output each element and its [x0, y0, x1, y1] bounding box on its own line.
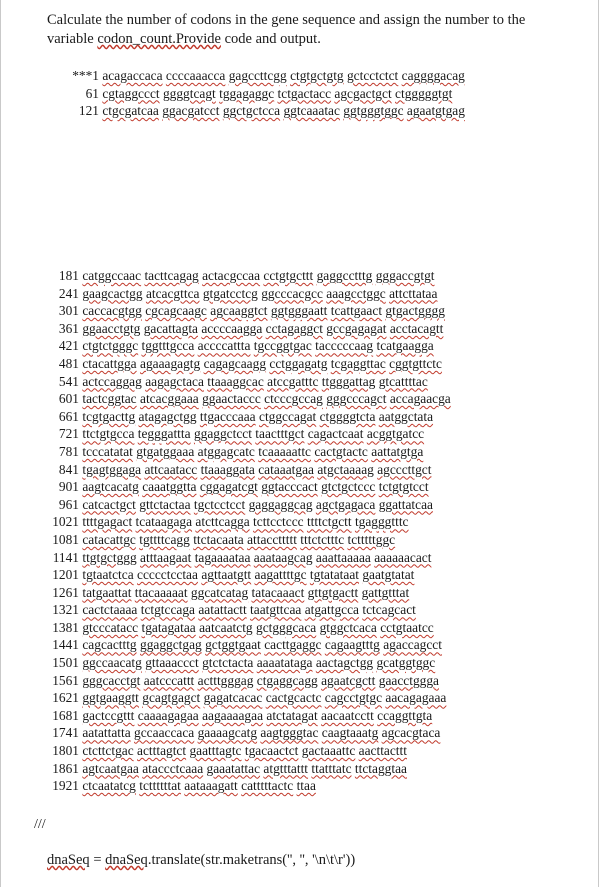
sequence-chunk: attcttataa	[389, 285, 438, 301]
sequence-chunk: ttctgtgcca	[82, 426, 135, 442]
sequence-chunk: tcaaaaattc	[258, 443, 311, 459]
sequence-chunk: ttgtgctggg	[82, 549, 137, 565]
sequence-chunk: aattatgtga	[371, 443, 424, 459]
sequence-chunk: ggctgctcca	[222, 103, 281, 119]
sequence-chunk: agcccttgct	[377, 461, 432, 477]
sequence-line	[47, 67, 587, 85]
sequence-chunk: gggaccgtgt	[375, 268, 435, 283]
sequence-chunk: tacttcagag	[144, 268, 199, 283]
sequence-chunk: catcactgct	[82, 496, 136, 512]
sequence-chunk: tggagaggc	[219, 85, 275, 101]
sequence-line-number: 421	[58, 338, 79, 354]
sequence-line	[47, 531, 587, 549]
sequence-chunk: cagcactttg	[82, 637, 137, 653]
sequence-chunk: cctgtgcttt	[263, 268, 314, 283]
sequence-chunk: tcccatatat	[82, 443, 133, 459]
sequence-chunk: taactttgct	[255, 426, 305, 442]
sequence-line-number: 1021	[52, 514, 79, 530]
sequence-chunk: ttacaaaaat	[134, 584, 188, 600]
sequence-chunk: gaggcctttg	[316, 268, 373, 283]
sequence-chunk: ctggggtcta	[319, 408, 376, 424]
sequence-line	[47, 461, 587, 479]
sequence-chunk: atggagcatc	[197, 443, 255, 459]
sequence-chunk: ggacgatcct	[162, 103, 220, 119]
sequence-chunk: ttaaaggcac	[207, 373, 264, 389]
sequence-line	[47, 102, 587, 120]
sequence-chunk: acggtgatcc	[366, 426, 425, 442]
sequence-chunk: tgacaactct	[244, 743, 299, 759]
sequence-chunk: aatattatta	[82, 725, 131, 741]
sequence-chunk: aaaaaacact	[374, 549, 432, 565]
sequence-chunk: gttctactaa	[139, 496, 191, 512]
sequence-chunk: tcttttttat	[139, 778, 181, 794]
sequence-chunk: tagaaaataa	[194, 549, 251, 565]
sequence-chunk: cactgcactc	[265, 690, 322, 706]
sequence-chunk: ctgtgctgtg	[290, 68, 344, 83]
sequence-line-number: 1501	[52, 655, 79, 671]
sequence-chunk: ttaa	[296, 778, 316, 794]
sequence-chunk: tctgtgtcct	[378, 479, 429, 495]
sequence-chunk: acctacagtt	[389, 320, 444, 336]
sequence-chunk: agaccagcct	[383, 637, 442, 653]
sequence-chunk: ggggtcagt	[162, 85, 216, 101]
sequence-chunk: ggaggctcct	[193, 426, 252, 442]
sequence-line	[47, 601, 587, 619]
sequence-chunk: ggtgaaggtt	[82, 690, 139, 706]
sequence-chunk: caggggacag	[401, 68, 465, 83]
code-eq: =	[89, 852, 106, 868]
sequence-line-number: 901	[58, 479, 79, 495]
sequence-chunk: tgagtggaga	[82, 461, 142, 477]
sequence-chunk: gctcctctct	[346, 68, 399, 83]
sequence-chunk: tcataagaga	[135, 514, 193, 530]
sequence-chunk: accccaagga	[201, 320, 263, 336]
sequence-line	[47, 513, 587, 531]
sequence-line	[47, 760, 587, 778]
sequence-chunk: ttttgagact	[82, 514, 133, 530]
sequence-line	[47, 672, 587, 690]
sequence-line	[47, 408, 587, 426]
sequence-chunk: atcacggaaa	[140, 391, 199, 407]
sequence-line-number: 481	[58, 355, 79, 371]
question-line-2-prefix: variable	[47, 31, 98, 47]
sequence-line-number: 1201	[52, 567, 79, 583]
sequence-chunk: ctcccgccag	[264, 391, 323, 407]
sequence-line-number: ***1	[72, 68, 99, 83]
sequence-chunk: agaatcgctt	[321, 672, 376, 688]
sequence-line	[47, 707, 587, 725]
sequence-chunk: caaaagagaa	[137, 707, 199, 723]
sequence-chunk: tegggattta	[137, 426, 191, 442]
sequence-chunk: ttctacaata	[193, 531, 244, 547]
sequence-line-number: 1321	[52, 602, 79, 618]
sequence-chunk: gaatgtatat	[362, 567, 415, 583]
sequence-chunk: cggtgttctc	[389, 355, 442, 371]
sequence-chunk: tctttttggc	[347, 531, 396, 547]
sequence-line-number: 1741	[52, 725, 79, 741]
sequence-chunk: ctacattgga	[82, 355, 137, 371]
sequence-chunk: ggtcaaatac	[283, 103, 340, 119]
sequence-chunk: tatgaattat	[82, 584, 132, 600]
sequence-chunk: ctggccagat	[259, 408, 317, 424]
sequence-line	[47, 425, 587, 443]
sequence-chunk: gtgactgggg	[385, 303, 445, 319]
sequence-chunk: atgctaaaag	[317, 461, 374, 477]
sequence-chunk: caccacgtgg	[82, 303, 142, 319]
sequence-chunk: atttaagaat	[140, 549, 192, 565]
sequence-chunk: atgattgcca	[304, 602, 359, 618]
sequence-line	[47, 302, 587, 320]
sequence-chunk: cgtaggccct	[102, 85, 160, 101]
sequence-chunk: aagtcacatg	[82, 479, 139, 495]
sequence-line-number: 361	[58, 320, 79, 336]
code-obj: dnaSeq	[105, 852, 148, 868]
sequence-chunk: gaggaggcag	[248, 496, 313, 512]
sequence-chunk: ggaacctgtg	[82, 320, 141, 336]
sequence-chunk: agttaatgtt	[201, 567, 252, 583]
sequence-chunk: aactagctgg	[315, 655, 374, 671]
sequence-chunk: ggaactaccc	[202, 391, 261, 407]
sequence-chunk: cataaatgaa	[258, 461, 314, 477]
sequence-chunk: tctgactacc	[277, 85, 332, 101]
sequence-chunk: tcgaggttac	[330, 355, 386, 371]
sequence-chunk: gcatggtggc	[376, 655, 436, 671]
sequence-chunk: actttgggag	[197, 672, 254, 688]
sequence-line	[47, 320, 587, 338]
sequence-chunk: actttagtct	[137, 743, 187, 759]
sequence-line-number: 601	[58, 391, 79, 407]
sequence-chunk: gttgtgactt	[307, 584, 359, 600]
sequence-chunk: ttgacccaaa	[199, 408, 256, 424]
sequence-chunk: ttaaaggata	[200, 461, 255, 477]
sequence-chunk: gaaatattac	[206, 760, 261, 776]
sequence-chunk: accagaacga	[389, 391, 451, 407]
sequence-line-number: 1921	[52, 778, 79, 794]
sequence-chunk: ggccaacatg	[82, 655, 142, 671]
sequence-chunk: cctgtaatcc	[380, 619, 434, 635]
sequence-chunk: cctggagatg	[269, 355, 328, 371]
sequence-line	[47, 742, 587, 760]
sequence-chunk: gtgatggaaa	[136, 443, 195, 459]
sequence-chunk: ggattatcaa	[378, 496, 433, 512]
sequence-chunk: tatacaaact	[251, 584, 305, 600]
sequence-chunk: atctatagat	[266, 707, 318, 723]
sequence-chunk: aatggctata	[378, 408, 434, 424]
sequence-chunk: aacagagaaa	[385, 690, 447, 706]
sequence-line-number: 961	[58, 496, 79, 512]
sequence-line	[47, 654, 587, 672]
sequence-line	[47, 390, 587, 408]
code-var: dnaSeq	[47, 852, 90, 868]
sequence-chunk: gacattagta	[143, 320, 198, 336]
sequence-line	[47, 478, 587, 496]
sequence-chunk: ggcatcatag	[190, 584, 249, 600]
sequence-chunk: aacaatcctt	[321, 707, 374, 723]
sequence-chunk: tgtaatctca	[82, 567, 134, 583]
sequence-chunk: agcaaggtct	[210, 303, 268, 319]
sequence-chunk: gccaaccaca	[134, 725, 195, 741]
sequence-chunk: tactcggtac	[82, 391, 137, 407]
sequence-chunk: cggagatcgt	[199, 479, 258, 495]
sequence-line	[47, 285, 587, 303]
sequence-line	[47, 443, 587, 461]
sequence-chunk: cactgtactc	[314, 443, 368, 459]
sequence-chunk: gagccttcgg	[228, 68, 287, 83]
sequence-line-number: 721	[58, 426, 79, 442]
sequence-line-number: 1081	[52, 531, 79, 547]
question-line-1: Calculate the number of codons in the gene sequence and assign the number to the	[47, 12, 526, 28]
question-line-2-suffix: code and output.	[220, 31, 321, 47]
question-text	[47, 11, 587, 49]
sequence-chunk: atccgatttc	[267, 373, 319, 389]
sequence-chunk: ccccaaacca	[165, 68, 226, 83]
sequence-line	[47, 355, 587, 373]
code-rest: .translate(str.maketrans('', '', '\n\t\r'))	[147, 852, 356, 868]
sequence-chunk: caaatggtta	[142, 479, 197, 495]
sequence-chunk: tggtttgcca	[141, 338, 195, 354]
sequence-chunk: ccaggttgta	[377, 707, 433, 723]
sequence-line	[47, 689, 587, 707]
sequence-chunk: tacccccaag	[315, 338, 374, 354]
sequence-chunk: gtctctacta	[202, 655, 254, 671]
sequence-chunk: catggccaac	[82, 268, 142, 283]
sequence-chunk: tgctcctcct	[193, 496, 246, 512]
sequence-chunk: gagatcacac	[203, 690, 263, 706]
sequence-chunk: ttctaggtaa	[354, 760, 407, 776]
sequence-chunk: agcgactgct	[334, 85, 392, 101]
sequence-line-number: 121	[78, 103, 99, 119]
sequence-chunk: ttatttatc	[311, 760, 352, 776]
sequence-chunk: gttaaaccct	[145, 655, 199, 671]
sequence-chunk: tcattgaact	[330, 303, 383, 319]
sequence-line-number: 241	[58, 285, 79, 301]
sequence-chunk: tctgtccaga	[140, 602, 195, 618]
sequence-line-number: 301	[58, 303, 79, 319]
sequence-chunk: ctgaggcagg	[256, 672, 318, 688]
sequence-block-bottom	[47, 267, 587, 795]
sequence-chunk: ataccctcaaa	[142, 760, 204, 776]
sequence-chunk: cagcctgtgc	[324, 690, 383, 706]
sequence-line-number: 1561	[52, 672, 79, 688]
sequence-line	[47, 267, 587, 285]
sequence-line	[47, 337, 587, 355]
sequence-chunk: gactaaattc	[301, 743, 356, 759]
sequence-chunk: agaatgtgag	[406, 103, 465, 119]
sequence-chunk: atgtttattt	[263, 760, 309, 776]
sequence-chunk: tgttttcagg	[139, 531, 190, 547]
sequence-chunk: catttttactc	[241, 778, 294, 794]
sequence-chunk: cagaagtttg	[324, 637, 380, 653]
sequence-line	[47, 636, 587, 654]
sequence-chunk: gtctgctccc	[321, 479, 376, 495]
code-line	[47, 852, 355, 869]
sequence-chunk: gtgatcctcg	[202, 285, 258, 301]
sequence-chunk: gctgggcaca	[256, 619, 317, 635]
sequence-line	[47, 724, 587, 742]
sequence-chunk: tcttcctccc	[253, 514, 304, 530]
sequence-line-number: 1441	[52, 637, 79, 653]
sequence-chunk: tgatagataa	[141, 619, 196, 635]
sequence-chunk: tcgtgacttg	[82, 408, 136, 424]
sequence-line	[47, 566, 587, 584]
sequence-chunk: ggtacccact	[261, 479, 318, 495]
codon-count-link[interactable]: codon_count.Provide	[97, 31, 221, 47]
sequence-chunk: aacttacttt	[358, 743, 407, 759]
sequence-block-top	[47, 67, 587, 120]
sequence-line-number: 661	[58, 408, 79, 424]
sequence-chunk: ggtgggtggc	[343, 103, 404, 119]
sequence-chunk: aatattactt	[198, 602, 247, 618]
sequence-chunk: gtggctcaca	[319, 619, 377, 635]
sequence-line	[47, 496, 587, 514]
sequence-chunk: ctcaatatcg	[82, 778, 136, 794]
sequence-line-number: 181	[58, 268, 79, 283]
sequence-chunk: aaaatataga	[256, 655, 313, 671]
sequence-chunk: atcttcagga	[195, 514, 250, 530]
sequence-chunk: ctgcgatcaa	[102, 103, 159, 119]
sequence-chunk: gaacctggga	[378, 672, 439, 688]
sequence-line-number: 1801	[52, 743, 79, 759]
sequence-chunk: cagagcaagg	[203, 355, 267, 371]
sequence-chunk: gccgagagat	[326, 320, 387, 336]
sequence-chunk: cacttgaggc	[264, 637, 322, 653]
sequence-chunk: acagaccaca	[102, 68, 163, 83]
sequence-chunk: gtcattttac	[378, 373, 428, 389]
sequence-chunk: tttctctttc	[300, 531, 345, 547]
sequence-line-number: 1681	[52, 707, 79, 723]
sequence-line-number: 1861	[52, 760, 79, 776]
sequence-chunk: aagattttgc	[254, 567, 307, 583]
sequence-end-marker: ///	[34, 817, 46, 832]
sequence-chunk: tgccggtgac	[253, 338, 312, 354]
sequence-chunk: taatgttcaa	[250, 602, 302, 618]
sequence-chunk: agtcaatgaa	[82, 760, 139, 776]
sequence-chunk: aagaaaagaa	[202, 707, 264, 723]
sequence-chunk: aaataagcag	[253, 549, 313, 565]
sequence-chunk: tgtatataat	[309, 567, 359, 583]
sequence-line	[47, 584, 587, 602]
sequence-line-number: 1381	[52, 619, 79, 635]
sequence-chunk: tcatgaagga	[376, 338, 434, 354]
sequence-chunk: aatcccattt	[143, 672, 195, 688]
sequence-chunk: cgcagcaagc	[145, 303, 207, 319]
sequence-chunk: aaagcctggc	[326, 285, 386, 301]
sequence-chunk: aagagctaca	[145, 373, 204, 389]
sequence-chunk: ccccctcctaa	[137, 567, 198, 583]
sequence-chunk: ttttctgctt	[306, 514, 352, 530]
sequence-chunk: gaaaagcatg	[197, 725, 258, 741]
sequence-chunk: tgagggtttc	[354, 514, 409, 530]
sequence-line-number: 1621	[52, 690, 79, 706]
question-line-2	[47, 30, 587, 49]
sequence-chunk: ggtgggaatt	[270, 303, 328, 319]
sequence-chunk: gctggtgaat	[205, 637, 261, 653]
sequence-chunk: actacgccaa	[202, 268, 261, 283]
sequence-line	[47, 85, 587, 103]
sequence-chunk: catacattgc	[82, 531, 136, 547]
sequence-line-number: 841	[58, 461, 79, 477]
sequence-chunk: gactccgttt	[82, 707, 135, 723]
sequence-chunk: gcagtgagct	[142, 690, 201, 706]
sequence-chunk: aagtgggtac	[260, 725, 319, 741]
sequence-line	[47, 549, 587, 567]
sequence-line-number: 61	[85, 85, 99, 101]
sequence-chunk: agcacgtaca	[381, 725, 441, 741]
sequence-chunk: aatcaatctg	[199, 619, 253, 635]
sequence-chunk: cactctaaaa	[82, 602, 138, 618]
sequence-chunk: ctgtctgggc	[82, 338, 139, 354]
sequence-chunk: atagagctgg	[138, 408, 197, 424]
sequence-chunk: attaccttttt	[247, 531, 297, 547]
sequence-chunk: ctcttctgac	[82, 743, 134, 759]
sequence-chunk: actccaggag	[82, 373, 142, 389]
sequence-chunk: attcaatacc	[144, 461, 198, 477]
sequence-chunk: cctagaggct	[265, 320, 323, 336]
sequence-chunk: cagactcaat	[307, 426, 364, 442]
sequence-chunk: agctgagaca	[315, 496, 376, 512]
sequence-chunk: gtcccatacc	[82, 619, 139, 635]
sequence-chunk: gggcccagct	[326, 391, 387, 407]
sequence-line	[47, 777, 587, 795]
sequence-chunk: aataaagatt	[184, 778, 238, 794]
sequence-chunk: ctgggggtgt	[395, 85, 453, 101]
sequence-chunk: gaagcactgg	[82, 285, 143, 301]
sequence-chunk: agaaagagtg	[140, 355, 201, 371]
sequence-chunk: accccattta	[197, 338, 251, 354]
sequence-line-number: 781	[58, 443, 79, 459]
sequence-chunk: tctcagcact	[362, 602, 416, 618]
sequence-chunk: gggcacctgt	[82, 672, 141, 688]
sequence-chunk: ttgggattag	[321, 373, 376, 389]
sequence-line	[47, 373, 587, 391]
sequence-chunk: atcacgttca	[145, 285, 200, 301]
sequence-line-number: 541	[58, 373, 79, 389]
sequence-line	[47, 619, 587, 637]
sequence-chunk: gattgtttat	[361, 584, 410, 600]
sequence-chunk: aaattaaaaa	[315, 549, 371, 565]
sequence-chunk: gaatttagtc	[189, 743, 242, 759]
sequence-chunk: ggaggctgag	[140, 637, 202, 653]
sequence-line-number: 1261	[52, 584, 79, 600]
sequence-line-number: 1141	[52, 549, 79, 565]
sequence-chunk: caagtaaatg	[321, 725, 379, 741]
sequence-chunk: ggcccacgcc	[261, 285, 323, 301]
